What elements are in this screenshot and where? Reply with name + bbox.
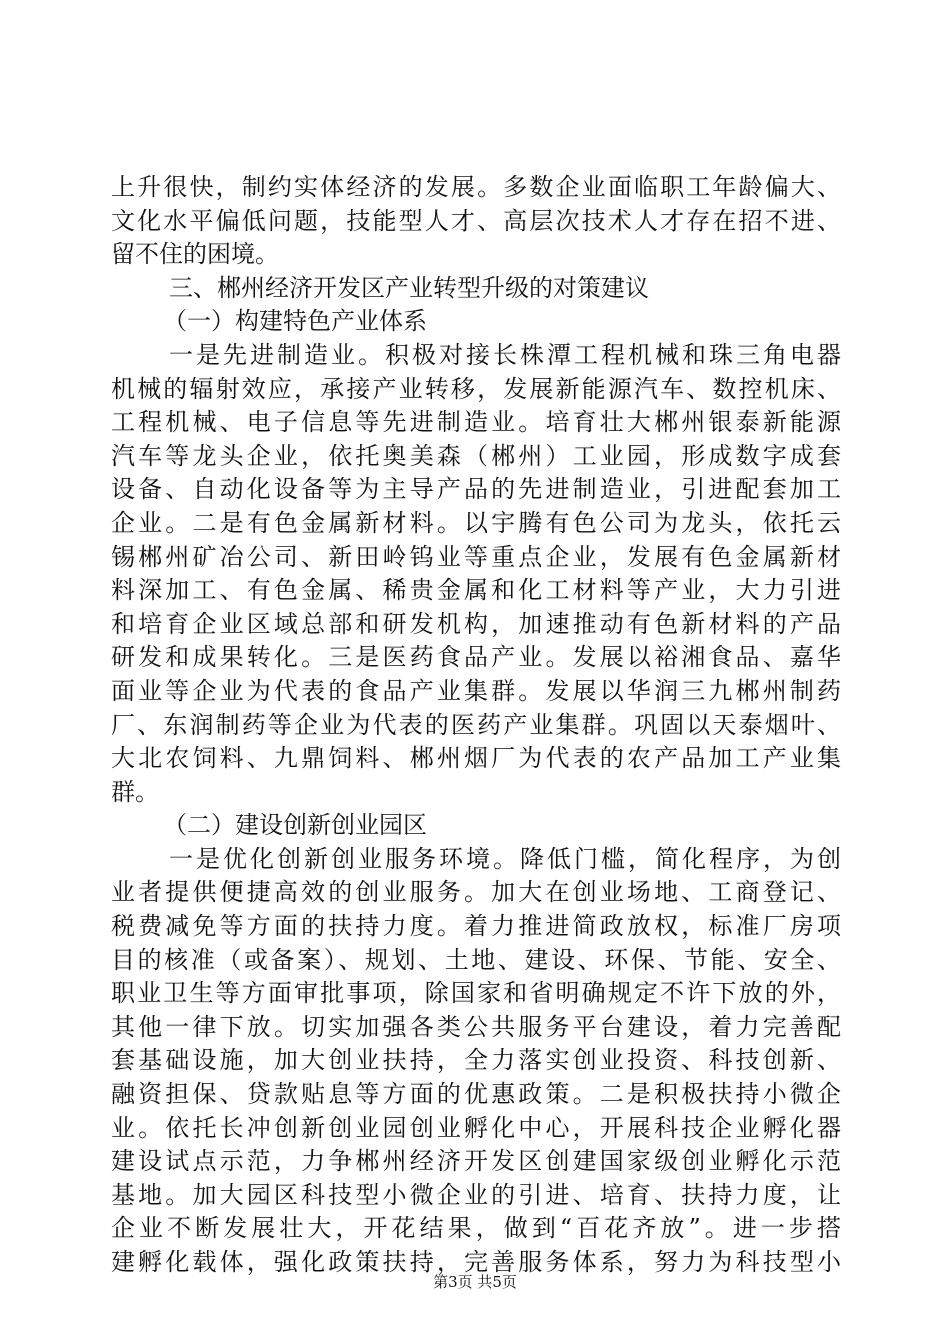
paragraph-line: 一是优化创新创业服务环境。降低门槛，简化程序，为创 (169, 844, 841, 873)
paragraph-line: 上升很快，制约实体经济的发展。多数企业面临职工年龄偏大、 (111, 173, 841, 201)
paragraph-line: 群。 (111, 777, 159, 806)
subsection-heading: （二）建设创新创业园区 (163, 811, 427, 840)
subsection-heading: （一）构建特色产业体系 (163, 307, 427, 336)
paragraph-line: 套基础设施，加大创业扶持，全力落实创业投资、科技创新、 (111, 1046, 841, 1075)
paragraph-line: 企业。二是有色金属新材料。以宇腾有色公司为龙头，依托云 (111, 508, 841, 537)
paragraph-line: 业。依托长冲创新创业园创业孵化中心，开展科技企业孵化器 (111, 1113, 841, 1142)
paragraph-line: 工程机械、电子信息等先进制造业。培育壮大郴州银泰新能源 (111, 408, 841, 437)
paragraph-line: 建设试点示范，力争郴州经济开发区创建国家级创业孵化示范 (111, 1147, 841, 1176)
paragraph-line: 其他一律下放。切实加强各类公共服务平台建设，着力完善配 (111, 1012, 841, 1041)
paragraph-line: 税费减免等方面的扶持力度。着力推进简政放权，标准厂房项 (111, 912, 841, 941)
paragraph-line: 锡郴州矿冶公司、新田岭钨业等重点企业，发展有色金属新材 (111, 542, 841, 571)
paragraph-line: 设备、自动化设备等为主导产品的先进制造业，引进配套加工 (111, 475, 841, 504)
paragraph-line: 大北农饲料、九鼎饲料、郴州烟厂为代表的农产品加工产业集 (111, 744, 841, 773)
paragraph-line: 机械的辐射效应，承接产业转移，发展新能源汽车、数控机床、 (111, 374, 841, 403)
paragraph-line: 研发和成果转化。三是医药食品产业。发展以裕湘食品、嘉华 (111, 643, 841, 672)
paragraph-line: 汽车等龙头企业，依托奥美森（郴州）工业园，形成数字成套 (111, 441, 841, 470)
paragraph-line: 职业卫生等方面审批事项，除国家和省明确规定不许下放的外， (111, 979, 841, 1008)
paragraph-line: 面业等企业为代表的食品产业集群。发展以华润三九郴州制药 (111, 676, 841, 705)
paragraph-line: 目的核准（或备案）、规划、土地、建设、环保、节能、安全、 (111, 945, 841, 974)
paragraph-line: 留不住的困境。 (111, 240, 279, 269)
page-footer: 第3页 共5页 (433, 1273, 517, 1291)
paragraph-line: 融资担保、贷款贴息等方面的优惠政策。二是积极扶持小微企 (111, 1080, 841, 1109)
section-heading: 三、郴州经济开发区产业转型升级的对策建议 (169, 273, 649, 302)
document-body (111, 171, 841, 1280)
paragraph-line: 建孵化载体，强化政策扶持，完善服务体系，努力为科技型小 (111, 1248, 841, 1276)
paragraph-line: 企业不断发展壮大，开花结果，做到“百花齐放”。进一步搭 (111, 1214, 841, 1243)
paragraph-line: 厂、东润制药等企业为代表的医药产业集群。巩固以天泰烟叶、 (111, 710, 841, 739)
paragraph-line: 一是先进制造业。积极对接长株潭工程机械和珠三角电器 (169, 340, 841, 369)
paragraph-line: 文化水平偏低问题，技能型人才、高层次技术人才存在招不进、 (111, 206, 841, 235)
paragraph-line: 业者提供便捷高效的创业服务。加大在创业场地、工商登记、 (111, 878, 841, 907)
paragraph-line: 料深加工、有色金属、稀贵金属和化工材料等产业，大力引进 (111, 576, 841, 605)
paragraph-line: 和培育企业区域总部和研发机构，加速推动有色新材料的产品 (111, 609, 841, 638)
paragraph-line: 基地。加大园区科技型小微企业的引进、培育、扶持力度，让 (111, 1180, 841, 1209)
